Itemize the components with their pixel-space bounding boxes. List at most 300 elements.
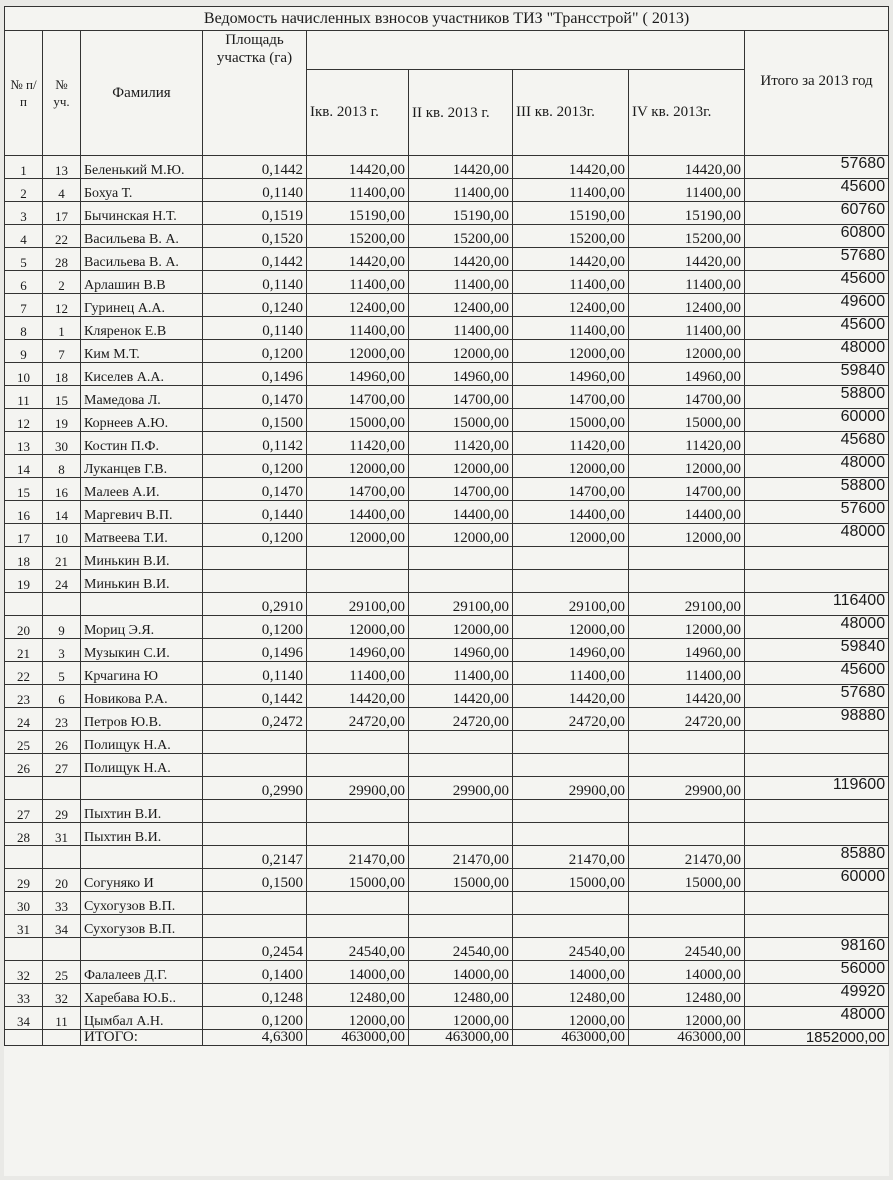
- table-row: [5, 892, 889, 915]
- q2-amount: 14420,00: [409, 685, 513, 708]
- q1-amount: 14420,00: [307, 685, 409, 708]
- subtotal-row: [5, 593, 889, 616]
- table-row: [5, 823, 889, 846]
- q3-amount: [513, 547, 629, 570]
- table-row: [5, 455, 889, 478]
- plot-num: 11: [43, 1007, 81, 1030]
- q1-amount: [307, 892, 409, 915]
- grand-total-sum: 1852000,00: [745, 1030, 889, 1046]
- header-total: Итого за 2013 год: [745, 31, 889, 156]
- plot-num: 16: [43, 478, 81, 501]
- plot-num: 29: [43, 800, 81, 823]
- plot-area: 0,1470: [203, 478, 307, 501]
- member-name: Харебава Ю.Б..: [81, 984, 203, 1007]
- table-row: [5, 409, 889, 432]
- q3-amount: 12000,00: [513, 616, 629, 639]
- q3-amount: [513, 754, 629, 777]
- plot-area: 0,1442: [203, 156, 307, 179]
- plot-num: 7: [43, 340, 81, 363]
- q3-amount: 14960,00: [513, 363, 629, 386]
- q3-amount: 29900,00: [513, 777, 629, 800]
- row-num: 20: [5, 616, 43, 639]
- table-row: [5, 708, 889, 731]
- plot-area: [203, 823, 307, 846]
- q2-amount: [409, 823, 513, 846]
- q3-amount: 11400,00: [513, 662, 629, 685]
- plot-area: 0,1500: [203, 869, 307, 892]
- year-total: 49600: [745, 294, 889, 317]
- q4-amount: 12400,00: [629, 294, 745, 317]
- plot-area: 0,1200: [203, 455, 307, 478]
- row-num: 17: [5, 524, 43, 547]
- row-num: 2: [5, 179, 43, 202]
- year-total: 45600: [745, 179, 889, 202]
- q1-amount: 12000,00: [307, 616, 409, 639]
- q3-amount: 12480,00: [513, 984, 629, 1007]
- q3-amount: 12000,00: [513, 455, 629, 478]
- grand-total-q2: 463000,00: [409, 1030, 513, 1046]
- q4-amount: [629, 754, 745, 777]
- year-total: 60760: [745, 202, 889, 225]
- plot-area: 0,1140: [203, 179, 307, 202]
- q4-amount: 15000,00: [629, 409, 745, 432]
- q4-amount: 14960,00: [629, 639, 745, 662]
- plot-area: [203, 800, 307, 823]
- row-num: 26: [5, 754, 43, 777]
- q2-amount: 12000,00: [409, 616, 513, 639]
- q4-amount: 14000,00: [629, 961, 745, 984]
- year-total: 45600: [745, 662, 889, 685]
- header-quarters-group: [307, 31, 745, 70]
- q4-amount: 14400,00: [629, 501, 745, 524]
- q1-amount: 11400,00: [307, 662, 409, 685]
- header-num-pp: № п/п: [5, 31, 43, 156]
- member-name: Мамедова Л.: [81, 386, 203, 409]
- member-name: Петров Ю.В.: [81, 708, 203, 731]
- member-name: [81, 846, 203, 869]
- q2-amount: 14400,00: [409, 501, 513, 524]
- year-total: 59840: [745, 639, 889, 662]
- q1-amount: 21470,00: [307, 846, 409, 869]
- q3-amount: 14400,00: [513, 501, 629, 524]
- plot-num: 33: [43, 892, 81, 915]
- row-num: 11: [5, 386, 43, 409]
- row-num: 30: [5, 892, 43, 915]
- table-row: [5, 1007, 889, 1030]
- q1-amount: 24720,00: [307, 708, 409, 731]
- q4-amount: 12000,00: [629, 616, 745, 639]
- plot-area: 0,1519: [203, 202, 307, 225]
- plot-area: 0,2990: [203, 777, 307, 800]
- q3-amount: 14420,00: [513, 248, 629, 271]
- q1-amount: 11400,00: [307, 271, 409, 294]
- q1-amount: 11400,00: [307, 179, 409, 202]
- q4-amount: 11400,00: [629, 271, 745, 294]
- q3-amount: [513, 823, 629, 846]
- contributions-table: [4, 6, 889, 1046]
- q1-amount: 12400,00: [307, 294, 409, 317]
- q4-amount: 12000,00: [629, 455, 745, 478]
- plot-area: 0,1142: [203, 432, 307, 455]
- plot-num: 13: [43, 156, 81, 179]
- member-name: Согуняко И: [81, 869, 203, 892]
- q1-amount: [307, 547, 409, 570]
- q4-amount: 14700,00: [629, 478, 745, 501]
- year-total: [745, 823, 889, 846]
- row-num: 1: [5, 156, 43, 179]
- q2-amount: 15000,00: [409, 869, 513, 892]
- q4-amount: [629, 823, 745, 846]
- q4-amount: [629, 800, 745, 823]
- row-num: 9: [5, 340, 43, 363]
- header-q3: III кв. 2013г.: [513, 70, 629, 156]
- q2-amount: 12480,00: [409, 984, 513, 1007]
- subtotal-row: [5, 846, 889, 869]
- row-num: 18: [5, 547, 43, 570]
- plot-area: 0,2454: [203, 938, 307, 961]
- q1-amount: 14400,00: [307, 501, 409, 524]
- plot-num: 34: [43, 915, 81, 938]
- row-num: 21: [5, 639, 43, 662]
- plot-num: 18: [43, 363, 81, 386]
- row-num: 34: [5, 1007, 43, 1030]
- q1-amount: [307, 570, 409, 593]
- q2-amount: 14420,00: [409, 156, 513, 179]
- plot-num: [43, 593, 81, 616]
- year-total: 45600: [745, 271, 889, 294]
- q3-amount: [513, 570, 629, 593]
- q1-amount: 12480,00: [307, 984, 409, 1007]
- q3-amount: 12000,00: [513, 524, 629, 547]
- q2-amount: 29900,00: [409, 777, 513, 800]
- q4-amount: 29900,00: [629, 777, 745, 800]
- plot-area: [203, 892, 307, 915]
- row-num: 33: [5, 984, 43, 1007]
- header-q4: IV кв. 2013г.: [629, 70, 745, 156]
- table-body: [5, 156, 889, 1030]
- year-total: 85880: [745, 846, 889, 869]
- grand-total-q4: 463000,00: [629, 1030, 745, 1046]
- row-num: 19: [5, 570, 43, 593]
- q4-amount: 12000,00: [629, 524, 745, 547]
- q2-amount: 14700,00: [409, 478, 513, 501]
- row-num: 28: [5, 823, 43, 846]
- plot-num: 3: [43, 639, 81, 662]
- q1-amount: 12000,00: [307, 340, 409, 363]
- plot-num: 21: [43, 547, 81, 570]
- plot-num: 25: [43, 961, 81, 984]
- row-num: 4: [5, 225, 43, 248]
- q4-amount: 14420,00: [629, 685, 745, 708]
- plot-num: 6: [43, 685, 81, 708]
- q4-amount: 12000,00: [629, 1007, 745, 1030]
- member-name: Корнеев А.Ю.: [81, 409, 203, 432]
- q4-amount: 21470,00: [629, 846, 745, 869]
- member-name: Костин П.Ф.: [81, 432, 203, 455]
- plot-num: 8: [43, 455, 81, 478]
- plot-num: 15: [43, 386, 81, 409]
- row-num: 3: [5, 202, 43, 225]
- year-total: 116400: [745, 593, 889, 616]
- q4-amount: 15190,00: [629, 202, 745, 225]
- year-total: 58800: [745, 478, 889, 501]
- q4-amount: 11420,00: [629, 432, 745, 455]
- document-sheet: [4, 6, 889, 1176]
- plot-area: 0,1200: [203, 616, 307, 639]
- row-num: 10: [5, 363, 43, 386]
- subtotal-row: [5, 777, 889, 800]
- q2-amount: 24720,00: [409, 708, 513, 731]
- q2-amount: 11400,00: [409, 271, 513, 294]
- table-row: [5, 156, 889, 179]
- row-num: 14: [5, 455, 43, 478]
- plot-num: 30: [43, 432, 81, 455]
- grand-total-row: [5, 1030, 889, 1046]
- q4-amount: 24540,00: [629, 938, 745, 961]
- row-num: 8: [5, 317, 43, 340]
- row-num: 7: [5, 294, 43, 317]
- q3-amount: 14700,00: [513, 386, 629, 409]
- plot-area: 0,1440: [203, 501, 307, 524]
- q2-amount: [409, 915, 513, 938]
- year-total: 57680: [745, 156, 889, 179]
- member-name: Киселев А.А.: [81, 363, 203, 386]
- q1-amount: 12000,00: [307, 455, 409, 478]
- plot-num: 20: [43, 869, 81, 892]
- plot-num: 23: [43, 708, 81, 731]
- q1-amount: 14960,00: [307, 363, 409, 386]
- q2-amount: 14420,00: [409, 248, 513, 271]
- plot-num: 1: [43, 317, 81, 340]
- q4-amount: [629, 570, 745, 593]
- table-row: [5, 547, 889, 570]
- member-name: Васильева В. А.: [81, 225, 203, 248]
- q1-amount: 15190,00: [307, 202, 409, 225]
- q4-amount: 12480,00: [629, 984, 745, 1007]
- q2-amount: 14960,00: [409, 363, 513, 386]
- q4-amount: 14960,00: [629, 363, 745, 386]
- member-name: Минькин В.И.: [81, 570, 203, 593]
- member-name: Новикова Р.А.: [81, 685, 203, 708]
- q1-amount: 11420,00: [307, 432, 409, 455]
- document-title: Ведомость начисленных взносов участников ТИЗ "Трансстрой" ( 2013): [5, 7, 889, 31]
- q4-amount: [629, 731, 745, 754]
- q1-amount: 15000,00: [307, 409, 409, 432]
- q4-amount: 11400,00: [629, 662, 745, 685]
- table-row: [5, 662, 889, 685]
- row-num: 23: [5, 685, 43, 708]
- plot-area: 0,1442: [203, 248, 307, 271]
- q3-amount: 14700,00: [513, 478, 629, 501]
- member-name: Сухогузов В.П.: [81, 915, 203, 938]
- table-row: [5, 915, 889, 938]
- plot-num: 22: [43, 225, 81, 248]
- q3-amount: 11400,00: [513, 179, 629, 202]
- year-total: 60800: [745, 225, 889, 248]
- plot-area: 0,1520: [203, 225, 307, 248]
- grand-total-label: ИТОГО:: [81, 1030, 203, 1046]
- q2-amount: 11420,00: [409, 432, 513, 455]
- plot-num: 12: [43, 294, 81, 317]
- q1-amount: 12000,00: [307, 1007, 409, 1030]
- row-num: [5, 846, 43, 869]
- plot-num: 27: [43, 754, 81, 777]
- plot-num: 31: [43, 823, 81, 846]
- member-name: Бохуа Т.: [81, 179, 203, 202]
- plot-area: 0,1140: [203, 317, 307, 340]
- plot-num: 10: [43, 524, 81, 547]
- plot-num: 26: [43, 731, 81, 754]
- member-name: [81, 938, 203, 961]
- plot-area: 0,1240: [203, 294, 307, 317]
- q1-amount: 12000,00: [307, 524, 409, 547]
- q2-amount: [409, 892, 513, 915]
- header-name: Фамилия: [81, 31, 203, 156]
- member-name: Цымбал А.Н.: [81, 1007, 203, 1030]
- q3-amount: 14960,00: [513, 639, 629, 662]
- header-num-uch: № уч.: [43, 31, 81, 156]
- q3-amount: [513, 892, 629, 915]
- q2-amount: 12000,00: [409, 524, 513, 547]
- plot-area: 0,1442: [203, 685, 307, 708]
- q2-amount: 15200,00: [409, 225, 513, 248]
- member-name: Ким М.Т.: [81, 340, 203, 363]
- plot-num: 4: [43, 179, 81, 202]
- header-area: Площадь участка (га): [203, 31, 307, 156]
- year-total: 57600: [745, 501, 889, 524]
- plot-area: [203, 731, 307, 754]
- plot-num: 19: [43, 409, 81, 432]
- plot-num: [43, 846, 81, 869]
- table-row: [5, 984, 889, 1007]
- year-total: 119600: [745, 777, 889, 800]
- row-num: 13: [5, 432, 43, 455]
- q1-amount: [307, 823, 409, 846]
- q2-amount: 12400,00: [409, 294, 513, 317]
- plot-area: 0,1200: [203, 1007, 307, 1030]
- table-row: [5, 225, 889, 248]
- q2-amount: 14000,00: [409, 961, 513, 984]
- row-num: 12: [5, 409, 43, 432]
- header-q2: II кв. 2013 г.: [409, 70, 513, 156]
- row-num: 24: [5, 708, 43, 731]
- plot-area: 0,2147: [203, 846, 307, 869]
- row-num: 25: [5, 731, 43, 754]
- member-name: Арлашин В.В: [81, 271, 203, 294]
- year-total: 60000: [745, 409, 889, 432]
- table-row: [5, 800, 889, 823]
- q1-amount: [307, 800, 409, 823]
- plot-area: 0,1140: [203, 271, 307, 294]
- table-row: [5, 294, 889, 317]
- member-name: Васильева В. А.: [81, 248, 203, 271]
- plot-area: 0,1140: [203, 662, 307, 685]
- q3-amount: 29100,00: [513, 593, 629, 616]
- q4-amount: [629, 547, 745, 570]
- year-total: [745, 754, 889, 777]
- q3-amount: 12400,00: [513, 294, 629, 317]
- year-total: 48000: [745, 524, 889, 547]
- row-num: 27: [5, 800, 43, 823]
- q2-amount: 12000,00: [409, 455, 513, 478]
- table-row: [5, 202, 889, 225]
- year-total: 48000: [745, 340, 889, 363]
- plot-num: 14: [43, 501, 81, 524]
- year-total: 48000: [745, 616, 889, 639]
- table-row: [5, 340, 889, 363]
- subtotal-row: [5, 938, 889, 961]
- member-name: Полищук Н.А.: [81, 731, 203, 754]
- table-row: [5, 731, 889, 754]
- q2-amount: [409, 570, 513, 593]
- year-total: 57680: [745, 248, 889, 271]
- q3-amount: 14000,00: [513, 961, 629, 984]
- q3-amount: 14420,00: [513, 685, 629, 708]
- row-num: 16: [5, 501, 43, 524]
- member-name: Матвеева Т.И.: [81, 524, 203, 547]
- plot-num: 2: [43, 271, 81, 294]
- q2-amount: 11400,00: [409, 662, 513, 685]
- q3-amount: 11400,00: [513, 271, 629, 294]
- q2-amount: 14700,00: [409, 386, 513, 409]
- q2-amount: [409, 731, 513, 754]
- row-num: 31: [5, 915, 43, 938]
- q3-amount: 15000,00: [513, 869, 629, 892]
- plot-num: 5: [43, 662, 81, 685]
- q2-amount: 11400,00: [409, 317, 513, 340]
- q3-amount: 15000,00: [513, 409, 629, 432]
- member-name: Крчагина Ю: [81, 662, 203, 685]
- q1-amount: [307, 731, 409, 754]
- table-row: [5, 616, 889, 639]
- member-name: Гуринец А.А.: [81, 294, 203, 317]
- member-name: Пыхтин В.И.: [81, 800, 203, 823]
- year-total: 56000: [745, 961, 889, 984]
- member-name: Маргевич В.П.: [81, 501, 203, 524]
- plot-num: [43, 777, 81, 800]
- table-row: [5, 478, 889, 501]
- q1-amount: 14000,00: [307, 961, 409, 984]
- plot-area: 0,2472: [203, 708, 307, 731]
- q4-amount: 29100,00: [629, 593, 745, 616]
- table-row: [5, 570, 889, 593]
- plot-num: 32: [43, 984, 81, 1007]
- row-num: [5, 593, 43, 616]
- q4-amount: 14420,00: [629, 248, 745, 271]
- table-row: [5, 386, 889, 409]
- q2-amount: 11400,00: [409, 179, 513, 202]
- q3-amount: 12000,00: [513, 1007, 629, 1030]
- year-total: 98880: [745, 708, 889, 731]
- q3-amount: [513, 731, 629, 754]
- q2-amount: 21470,00: [409, 846, 513, 869]
- member-name: Пыхтин В.И.: [81, 823, 203, 846]
- plot-area: 0,2910: [203, 593, 307, 616]
- member-name: Минькин В.И.: [81, 547, 203, 570]
- q3-amount: 24540,00: [513, 938, 629, 961]
- q3-amount: 15190,00: [513, 202, 629, 225]
- q4-amount: 14700,00: [629, 386, 745, 409]
- member-name: Кляренок Е.В: [81, 317, 203, 340]
- q2-amount: 29100,00: [409, 593, 513, 616]
- plot-num: 17: [43, 202, 81, 225]
- q1-amount: 14420,00: [307, 156, 409, 179]
- year-total: 45680: [745, 432, 889, 455]
- plot-area: [203, 915, 307, 938]
- q2-amount: 12000,00: [409, 340, 513, 363]
- table-row: [5, 363, 889, 386]
- total-empty-1: [5, 1030, 43, 1046]
